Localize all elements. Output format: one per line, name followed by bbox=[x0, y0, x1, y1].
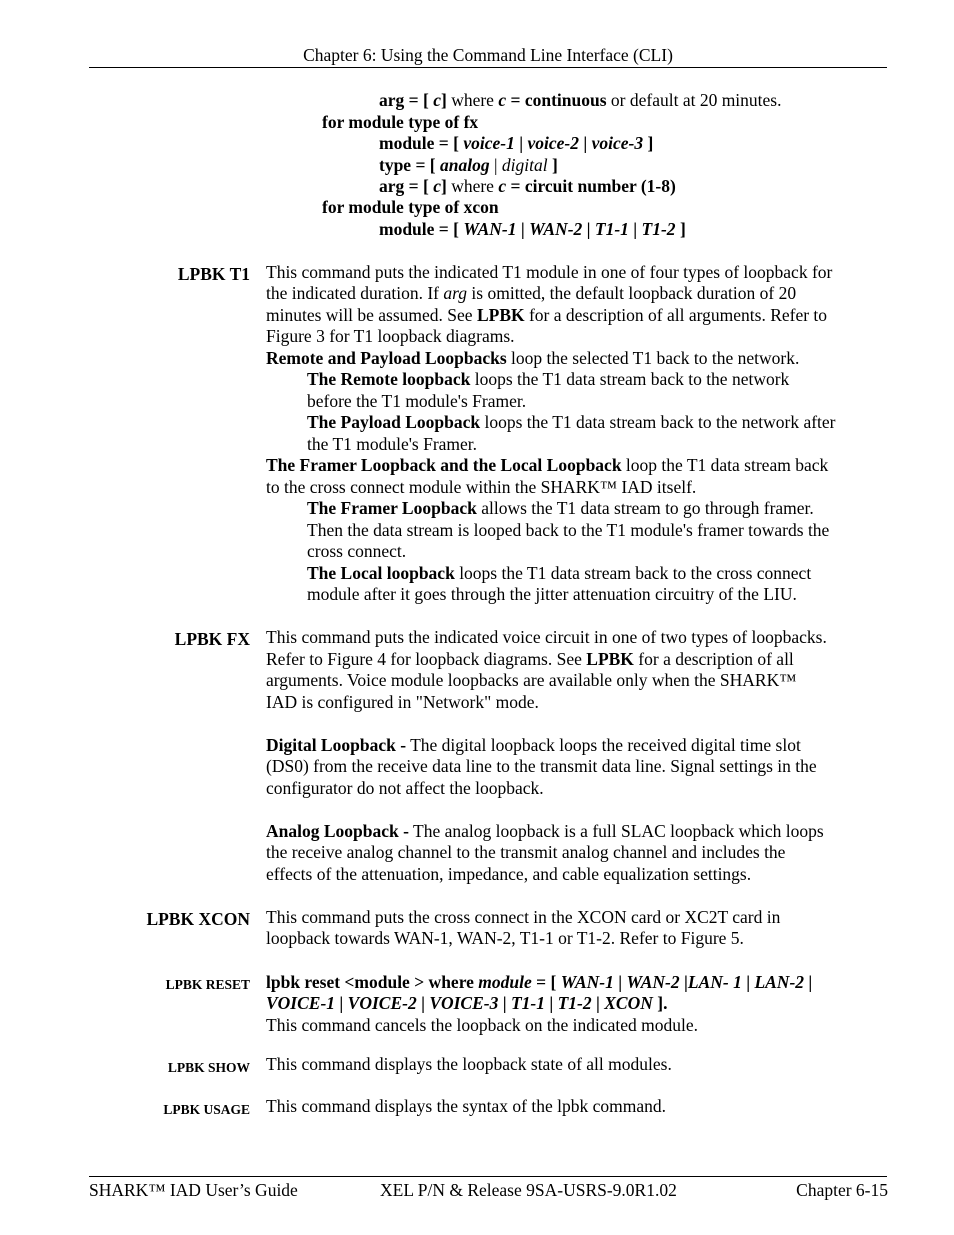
fx-module-heading: for module type of fx bbox=[322, 112, 479, 132]
term-lpbk-fx: LPBK FX bbox=[174, 629, 250, 649]
arg-continuous-line: arg = [ c] where c = continuous or default at 20 minutes. bbox=[379, 90, 782, 110]
t1-line-13: Then the data stream is looped back to the T1 module's framer towards the bbox=[307, 520, 830, 540]
reset-line-1: lpbk reset <module > where module = [ WAN-1 | WAN-2 |LAN- 1 | LAN-2 | bbox=[266, 972, 813, 992]
t1-line-2: the indicated duration. If arg is omitted, the default loopback duration of 20 bbox=[266, 283, 797, 303]
fx-analog-line-2: the receive analog channel to the transmit analog channel and includes the bbox=[266, 842, 786, 862]
xcon-line-1: This command puts the cross connect in the XCON card or XC2T card in bbox=[266, 907, 781, 927]
t1-line-3: minutes will be assumed. See LPBK for a description of all arguments. Refer to bbox=[266, 305, 828, 325]
term-lpbk-usage: LPBK USAGE bbox=[163, 1102, 250, 1117]
fx-digital-line-2: (DS0) from the receive data line to the transmit data line. Signal settings in the bbox=[266, 756, 817, 776]
fx-analog-line-1: Analog Loopback - The analog loopback is a full SLAC loopback which loops bbox=[266, 821, 824, 841]
reset-line-2: VOICE-1 | VOICE-2 | VOICE-3 | T1-1 | T1-2 | XCON ]. bbox=[266, 993, 668, 1013]
t1-line-6: The Remote loopback loops the T1 data stream back to the network bbox=[307, 369, 790, 389]
t1-line-5: Remote and Payload Loopbacks loop the selected T1 back to the network. bbox=[266, 348, 800, 368]
fx-line-4: IAD is configured in "Network" mode. bbox=[266, 692, 539, 712]
fx-type-line: type = [ analog | digital ] bbox=[379, 155, 558, 175]
header-rule bbox=[89, 67, 887, 68]
footer-rule bbox=[89, 1176, 887, 1177]
t1-line-10: The Framer Loopback and the Local Loopback loop the T1 data stream back bbox=[266, 455, 829, 475]
t1-line-12: The Framer Loopback allows the T1 data stream to go through framer. bbox=[307, 498, 814, 518]
term-lpbk-show: LPBK SHOW bbox=[167, 1060, 250, 1075]
t1-line-9: the T1 module's Framer. bbox=[307, 434, 478, 454]
xcon-module-line: module = [ WAN-1 | WAN-2 | T1-1 | T1-2 ] bbox=[379, 219, 686, 239]
usage-line-1: This command displays the syntax of the lpbk command. bbox=[266, 1096, 667, 1116]
fx-digital-line-3: configurator do not affect the loopback. bbox=[266, 778, 544, 798]
fx-line-1: This command puts the indicated voice circuit in one of two types of loopbacks. bbox=[266, 627, 827, 647]
t1-line-14: cross connect. bbox=[307, 541, 407, 561]
t1-line-8: The Payload Loopback loops the T1 data stream back to the network after bbox=[307, 412, 836, 432]
page-header bbox=[89, 45, 887, 67]
show-line-1: This command displays the loopback state of all modules. bbox=[266, 1054, 672, 1074]
fx-analog-line-3: effects of the attenuation, impedance, and cable equalization settings. bbox=[266, 864, 752, 884]
t1-line-4: Figure 3 for T1 loopback diagrams. bbox=[266, 326, 515, 346]
t1-line-15: The Local loopback loops the T1 data stream back to the cross connect bbox=[307, 563, 812, 583]
fx-line-2: Refer to Figure 4 for loopback diagrams. See LPBK for a description of all bbox=[266, 649, 794, 669]
footer-center: XEL P/N & Release 9SA-USRS-9.0R1.02 bbox=[380, 1180, 677, 1200]
footer-left: SHARK™ IAD User’s Guide bbox=[89, 1180, 298, 1200]
fx-module-line: module = [ voice-1 | voice-2 | voice-3 ] bbox=[379, 133, 654, 153]
fx-line-3: arguments. Voice module loopbacks are available only when the SHARK™ bbox=[266, 670, 797, 690]
term-lpbk-xcon: LPBK XCON bbox=[146, 909, 250, 929]
footer-right: Chapter 6-15 bbox=[796, 1180, 888, 1200]
xcon-line-2: loopback towards WAN-1, WAN-2, T1-1 or T1-2. Refer to Figure 5. bbox=[266, 928, 744, 948]
fx-digital-line-1: Digital Loopback - The digital loopback loops the received digital time slot bbox=[266, 735, 801, 755]
term-lpbk-t1: LPBK T1 bbox=[177, 264, 250, 284]
t1-line-11: to the cross connect module within the SHARK™ IAD itself. bbox=[266, 477, 697, 497]
t1-line-7: before the T1 module's Framer. bbox=[307, 391, 527, 411]
t1-line-16: module after it goes through the jitter attenuation circuitry of the LIU. bbox=[307, 584, 797, 604]
xcon-module-heading: for module type of xcon bbox=[322, 197, 499, 217]
header-title: Chapter 6: Using the Command Line Interface (CLI) bbox=[303, 45, 673, 65]
reset-line-3: This command cancels the loopback on the indicated module. bbox=[266, 1015, 699, 1035]
fx-arg-line: arg = [ c] where c = circuit number (1-8) bbox=[379, 176, 676, 196]
term-lpbk-reset: LPBK RESET bbox=[165, 977, 250, 992]
t1-line-1: This command puts the indicated T1 module in one of four types of loopback for bbox=[266, 262, 833, 282]
